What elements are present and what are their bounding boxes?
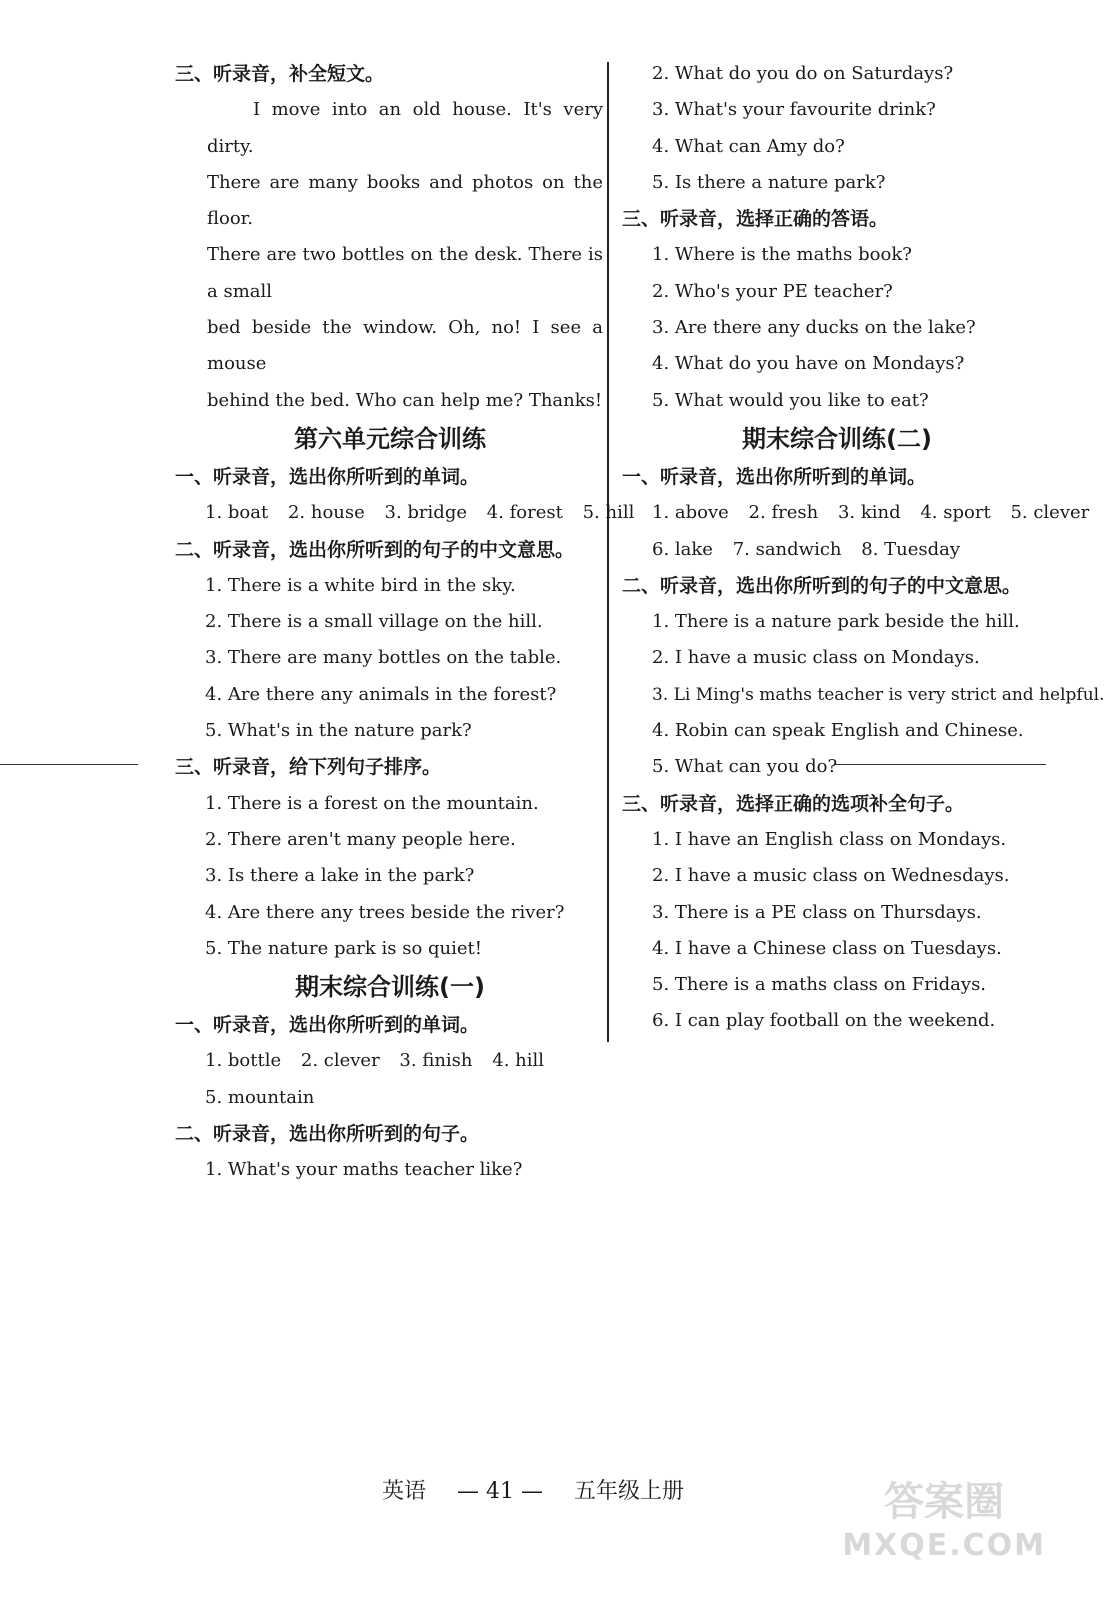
section-heading: 一、听录音，选出你所听到的单词。 [175, 465, 480, 488]
word-item: 5. mountain [205, 1086, 315, 1108]
watermark-url: MXQE.COM [842, 1528, 1046, 1563]
section-heading: 三、听录音，选择正确的选项补全句子。 [622, 792, 965, 815]
list-item: 3. There is a PE class on Thursdays. [652, 901, 982, 923]
footer-page-number: — 41 — [457, 1479, 543, 1504]
list-item: 2. There is a small village on the hill. [205, 611, 543, 633]
list-item: 4. What can Amy do? [652, 135, 845, 157]
right-column [622, 56, 1105, 1040]
word-item: 2. clever [300, 1050, 380, 1072]
list-item: 1. There is a white bird in the sky. [205, 574, 516, 596]
list-item: 2. What do you do on Saturdays? [652, 63, 954, 84]
final2-title: 期末综合训练(二) [742, 424, 932, 453]
passage-line: There are two bottles on the desk. There is a small [207, 244, 603, 302]
list-item: 3. What's your favourite drink? [652, 99, 936, 121]
word-item: 2. house [287, 502, 365, 524]
word-item: 6. lake [652, 538, 713, 560]
word-item: 4. hill [492, 1050, 545, 1072]
section-heading: 一、听录音，选出你所听到的单词。 [175, 1014, 480, 1037]
section-heading: 二、听录音，选出你所听到的句子的中文意思。 [622, 574, 1022, 597]
section-heading: 三、听录音，给下列句子排序。 [175, 756, 442, 779]
watermark-logo [842, 1480, 1046, 1568]
list-item: 4. What do you have on Mondays? [652, 353, 965, 375]
list-item: 5. What can you do? [652, 756, 838, 778]
passage-line: behind the bed. Who can help me? Thanks! [207, 389, 603, 411]
section-heading: 三、听录音，选择正确的答语。 [622, 208, 889, 231]
word-item: 8. Tuesday [861, 538, 961, 560]
footer-grade: 五年级上册 [573, 1479, 684, 1504]
list-item: 1. I have an English class on Mondays. [652, 828, 1007, 850]
word-item: 1. boat [205, 502, 269, 524]
word-item: 4. sport [920, 502, 991, 524]
word-list [622, 495, 1090, 531]
list-item: 2. There aren't many people here. [205, 828, 516, 850]
list-item: 1. Where is the maths book? [652, 244, 912, 266]
list-item: 5. Is there a nature park? [652, 171, 886, 193]
list-item: 5. The nature park is so quiet! [205, 937, 482, 959]
list-item: 6. I can play football on the weekend. [652, 1010, 996, 1032]
passage-line: I move into an old house. It's very dirty. [207, 99, 603, 157]
word-item: 5. hill [582, 502, 635, 524]
word-list [175, 1080, 605, 1116]
section-heading: 三、听录音，补全短文。 [175, 63, 385, 85]
passage-line: There are many books and photos on the floor. [207, 171, 603, 230]
left-column [175, 56, 635, 1189]
list-item: 3. Is there a lake in the park? [205, 865, 475, 887]
word-item: 3. bridge [384, 502, 467, 524]
list-item: 3. There are many bottles on the table. [205, 647, 562, 669]
word-item: 3. kind [837, 502, 901, 524]
list-item: 5. What's in the nature park? [205, 720, 472, 742]
passage-line: bed beside the window. Oh, no! I see a mouse [207, 317, 603, 375]
unit6-title: 第六单元综合训练 [294, 424, 486, 453]
column-divider [607, 62, 609, 1042]
word-item: 4. forest [486, 502, 563, 524]
list-item: 2. I have a music class on Wednesdays. [652, 865, 1010, 887]
list-item: 5. What would you like to eat? [652, 389, 929, 411]
word-item: 2. fresh [748, 502, 819, 524]
list-item: 4. I have a Chinese class on Tuesdays. [652, 937, 1002, 959]
word-list [175, 495, 635, 531]
list-item: 5. There is a maths class on Fridays. [652, 974, 987, 996]
list-item: 3. Are there any ducks on the lake? [652, 317, 976, 339]
watermark-text: 答案圈 [884, 1479, 1005, 1525]
word-list [622, 532, 1052, 568]
word-item: 1. above [652, 502, 729, 524]
word-item: 7. sandwich [732, 538, 842, 560]
section-heading: 二、听录音，选出你所听到的句子。 [175, 1123, 480, 1146]
list-item: 4. Are there any trees beside the river? [205, 901, 565, 923]
final1-title: 期末综合训练(一) [295, 973, 485, 1002]
list-item: 4. Are there any animals in the forest? [205, 683, 557, 705]
list-item: 2. Who's your PE teacher? [652, 280, 893, 302]
section-heading: 二、听录音，选出你所听到的句子的中文意思。 [175, 538, 575, 561]
word-list [175, 1043, 605, 1079]
word-item: 1. bottle [205, 1050, 282, 1072]
footer-subject: 英语 [381, 1479, 426, 1504]
list-item: 1. There is a nature park beside the hill. [652, 611, 1020, 633]
list-item: 2. I have a music class on Mondays. [652, 647, 980, 669]
word-item: 3. finish [399, 1050, 473, 1072]
margin-rule-left [0, 764, 138, 765]
passage [175, 92, 603, 419]
word-item: 5. clever [1010, 502, 1090, 524]
list-item: 1. There is a forest on the mountain. [205, 792, 539, 814]
list-item: 1. What's your maths teacher like? [205, 1159, 523, 1181]
list-item: 4. Robin can speak English and Chinese. [652, 720, 1024, 742]
list-item: 3. Li Ming's maths teacher is very strict and helpful. [652, 684, 1105, 705]
section-heading: 一、听录音，选出你所听到的单词。 [622, 465, 927, 488]
